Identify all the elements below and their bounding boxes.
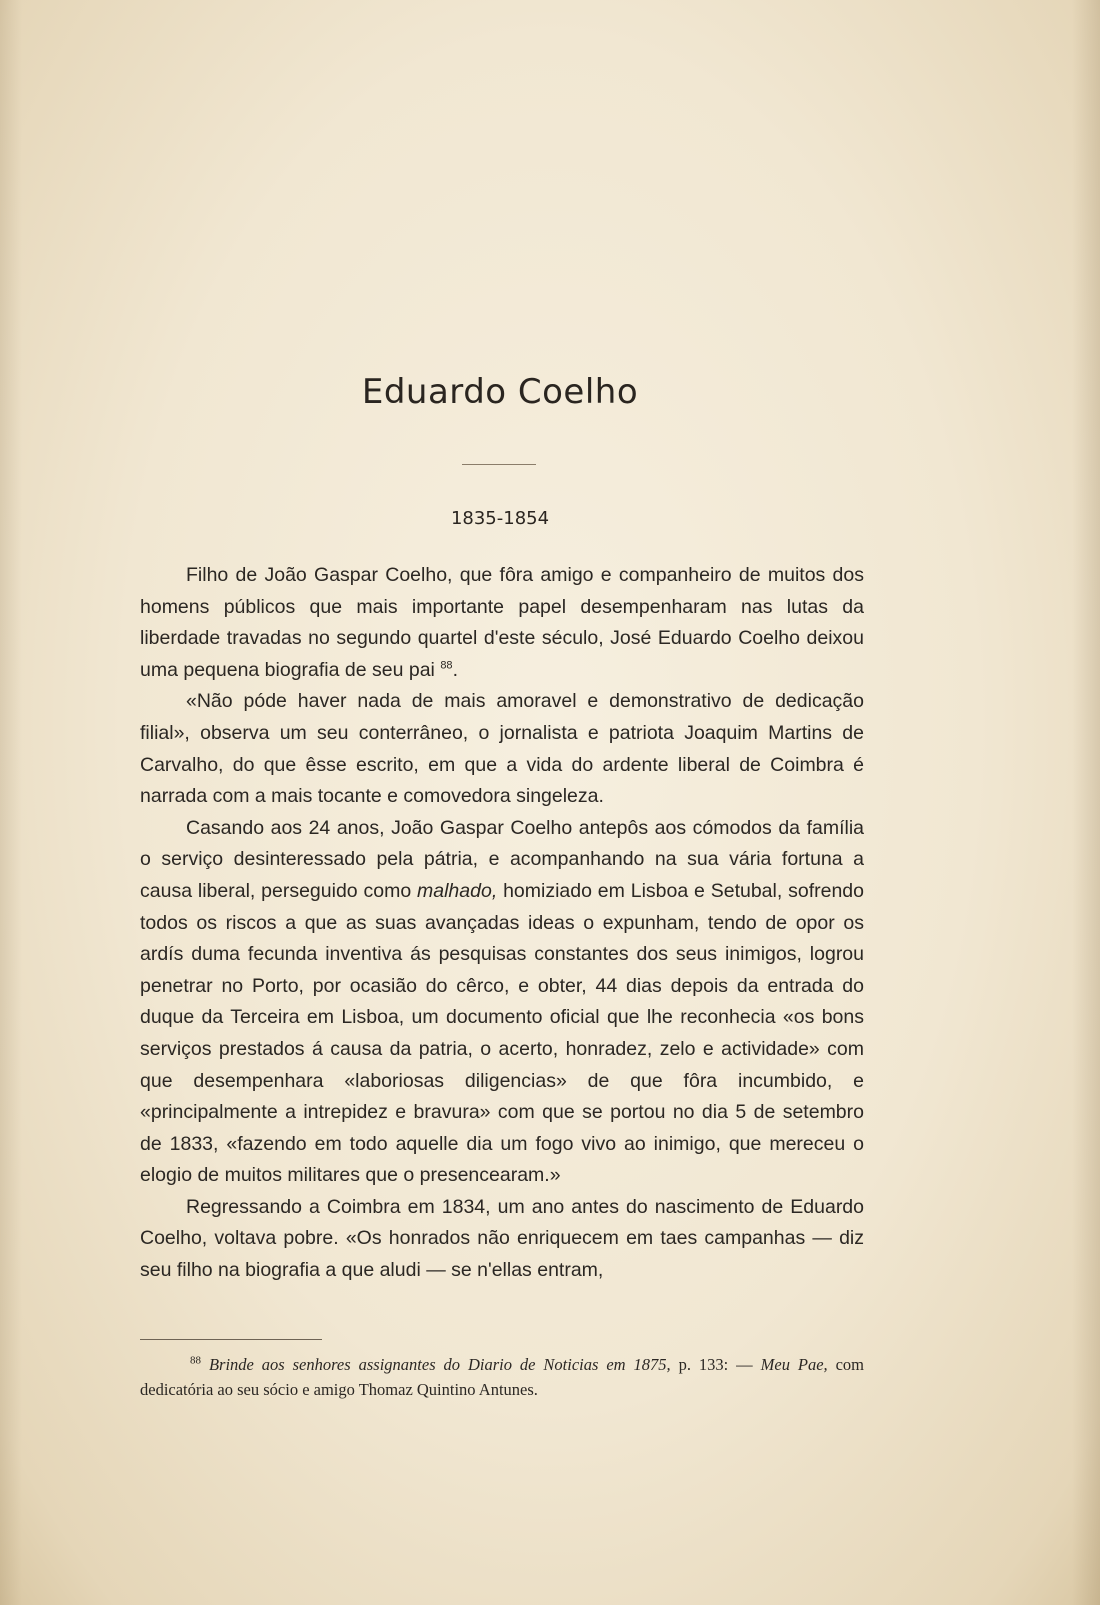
chapter-title: Eduardo Coelho <box>361 372 639 412</box>
footnote-text-a: p. 133: — <box>670 1355 761 1374</box>
paragraph-3-text-a: Casando aos 24 anos, João Gaspar Coelho antepôs aos cómodos da família o serviço desinteressado pela pátria, e acompanhando na sua vária fortuna a causa liberal, perseguido como <box>140 816 864 902</box>
life-dates: 1835-1854 <box>450 508 550 529</box>
footnote-number: 88 <box>190 1354 201 1367</box>
footnote-italic-a: Brinde aos senhores assignantes do Diario de Noticias em 1875, <box>208 1355 671 1374</box>
paragraph-3-text-b: homiziado em Lisboa e Setubal, sofrendo todos os riscos a que as suas avançadas ideas o expunham, tendo de opor os ardís duma fecunda inventiva ás pesquisas constantes dos seus inimigos, logrou penetrar no Porto, por ocasião do cêrco, e obter, 44 dias depois da entrada do duque da Terceira em Lisboa, um documento oficial que lhe reconhecia «os bons serviços prestados á causa da patria, o acerto, honradez, zelo e actividade» com que desempenhara «laboriosas diligencias» de que fôra incumbido, e «principalmente a intrepidez e bravura» com que se portou no dia 5 de setembro de 1833, «fazendo em todo aquelle dia um fogo vivo ao inimigo, que mereceu o elogio de muitos militares que o presencearam.» <box>140 879 864 1187</box>
paragraph-2: «Não póde haver nada de mais amoravel e demonstrativo de dedicação filial», observa um seu conterrâneo, o jornalista e patriota Joaquim Martins de Carvalho, do que êsse escrito, em que a vida do ardente liberal de Coimbra é narrada com a mais tocante e comovedora singeleza. <box>140 690 864 808</box>
footnote-reference: 88 <box>440 659 453 672</box>
footnote-divider <box>140 1339 322 1340</box>
page-right-edge-shading <box>1072 0 1100 1605</box>
paragraph-4: Regressando a Coimbra em 1834, um ano antes do nascimento de Eduardo Coelho, voltava pobre. «Os honrados não enriquecem em taes campanhas — diz seu filho na biografia a que aludi — se n'ellas entram, <box>140 1195 864 1282</box>
body-text <box>140 560 864 1287</box>
footnote <box>140 1352 864 1402</box>
page-left-edge-shading <box>0 0 22 1605</box>
paragraph-1 <box>140 560 864 686</box>
paragraph-1-text-b: . <box>452 658 458 681</box>
title-divider <box>462 464 536 465</box>
paragraph-3-emphasis: malhado, <box>417 879 498 902</box>
footnote-italic-b: Meu Pae, <box>760 1355 828 1374</box>
paragraph-3 <box>140 813 864 1192</box>
paragraph-1-text-a: Filho de João Gaspar Coelho, que fôra amigo e companheiro de muitos dos homens públicos que mais importante papel desempenharam nas lutas da liberdade travadas no segundo quartel d'este século, José Eduardo Coelho deixou uma pequena biografia de seu pai <box>140 564 864 681</box>
footnote-text-b: com dedicatória ao seu sócio e amigo Thomaz Quintino Antunes. <box>140 1355 864 1399</box>
